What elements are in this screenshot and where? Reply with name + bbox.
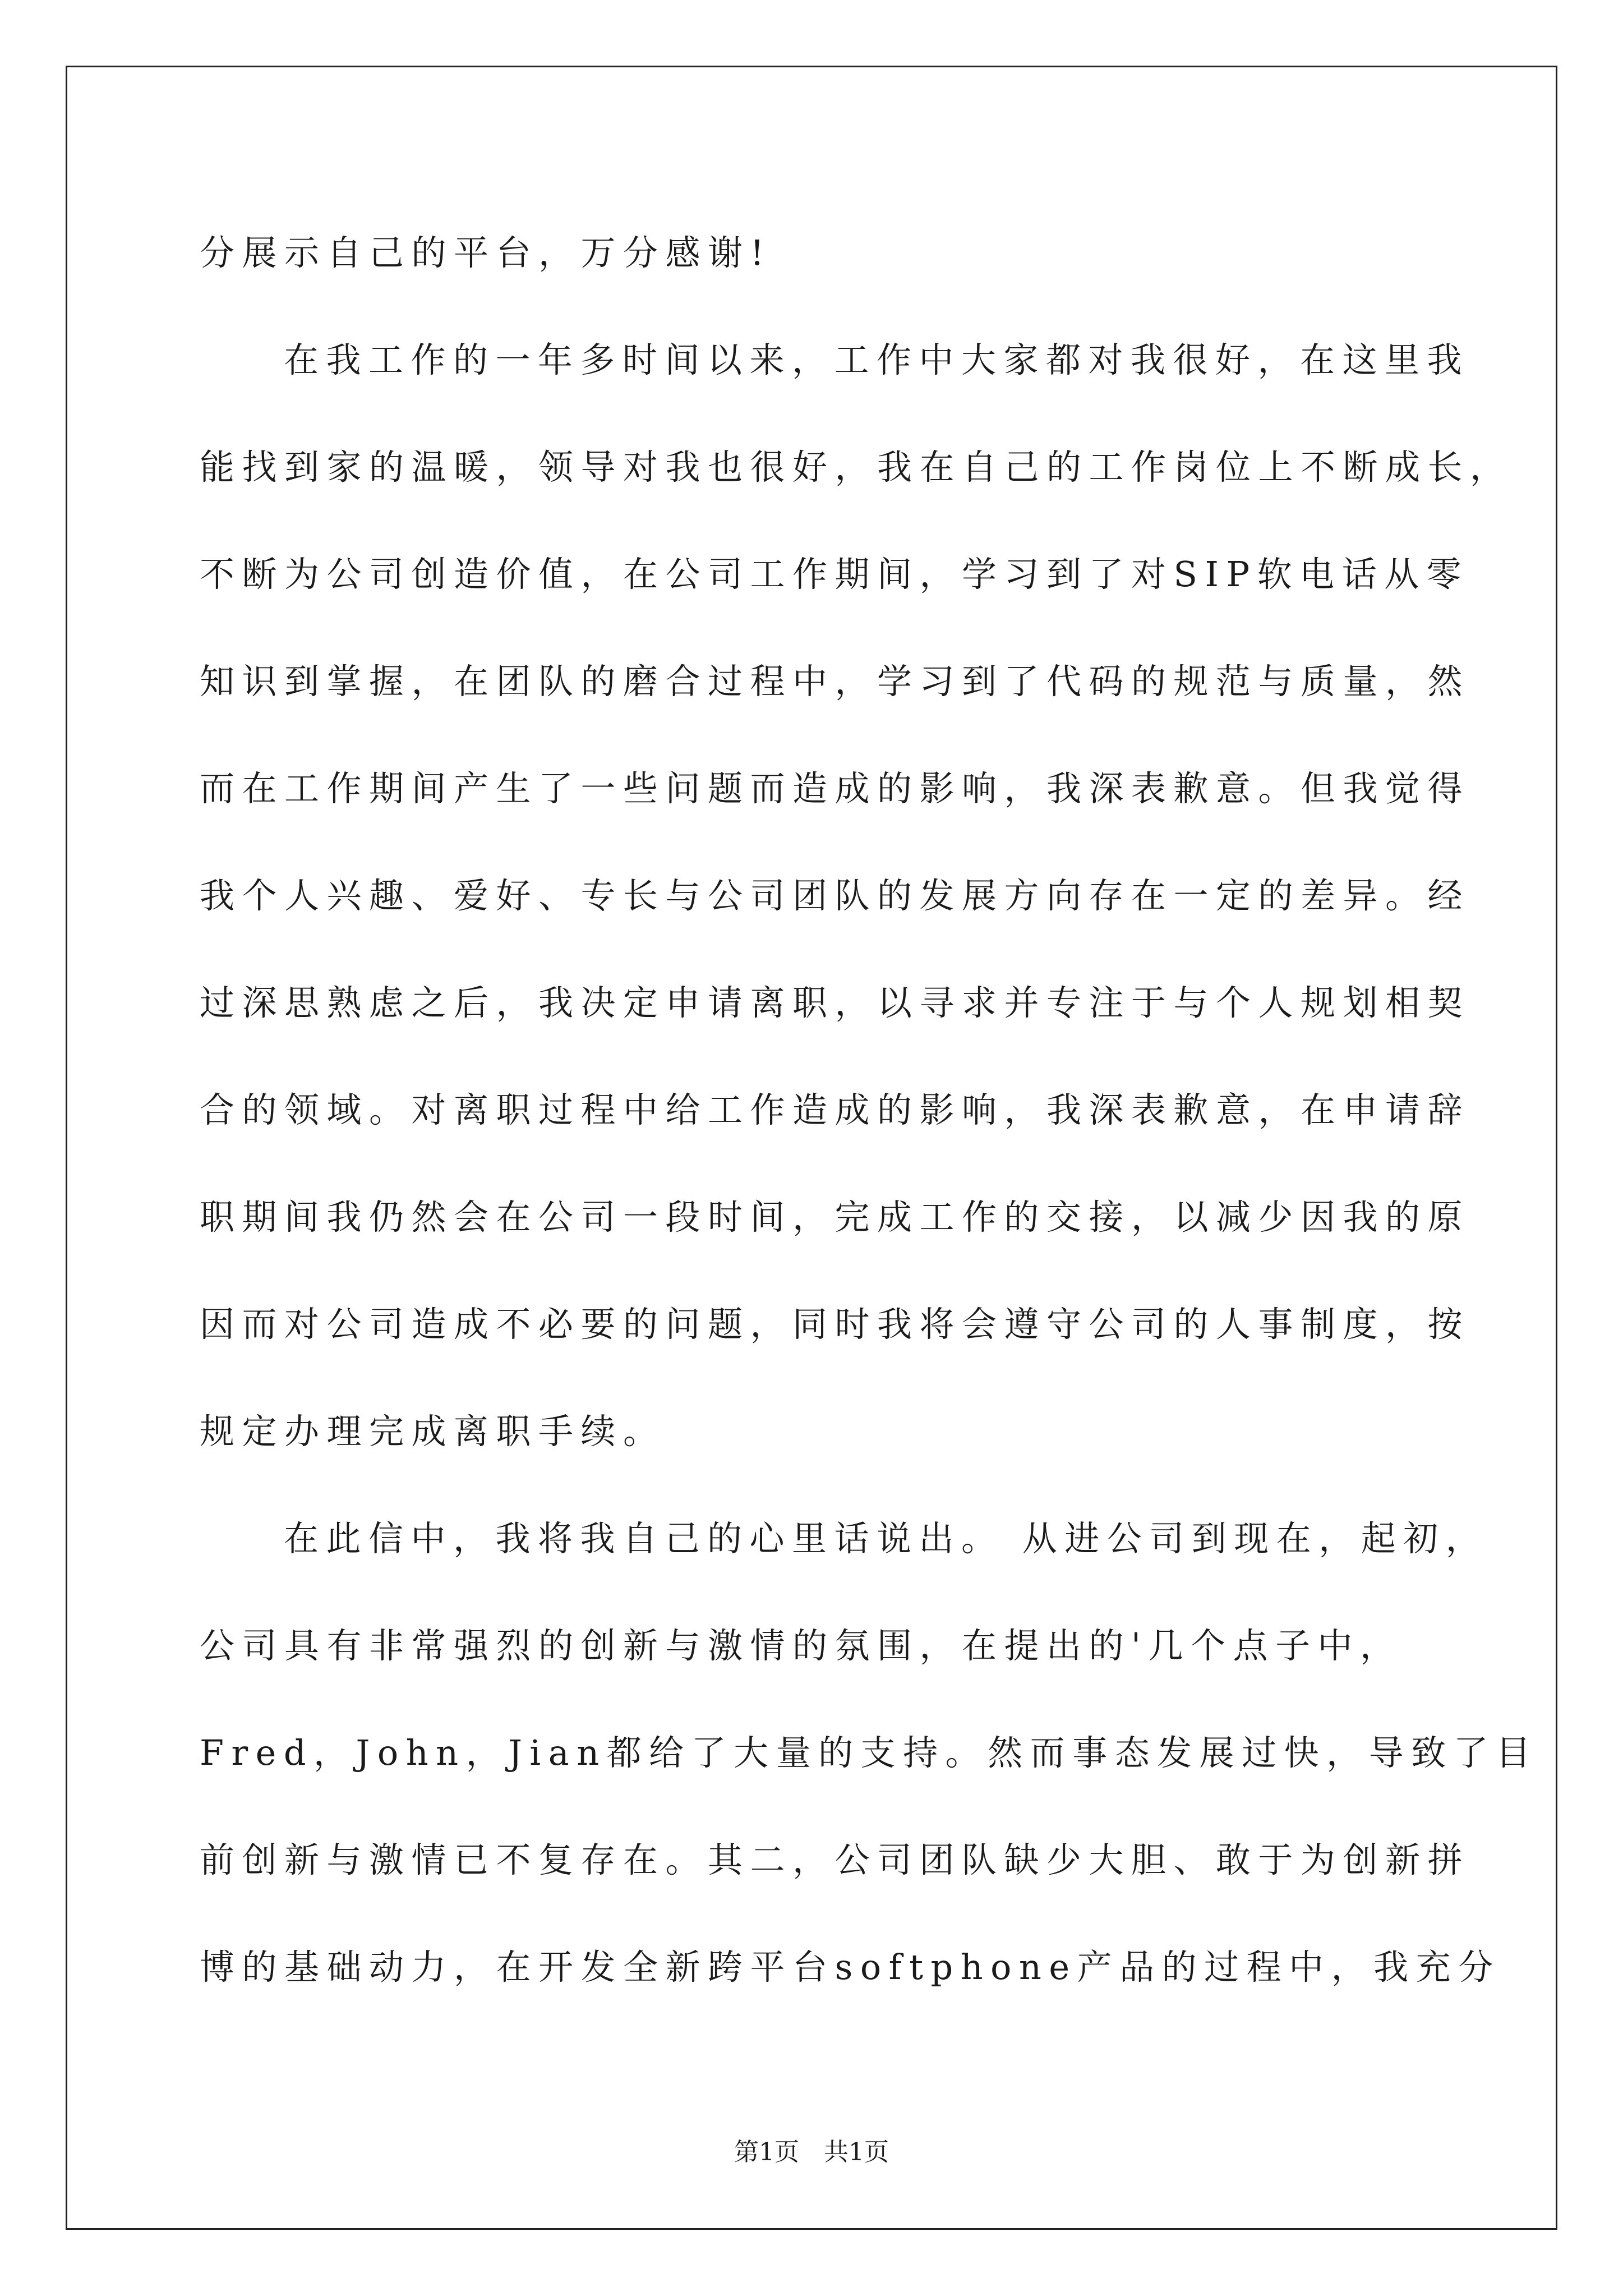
text-line: 职期间我仍然会在公司一段时间，完成工作的交接，以减少因我的原 bbox=[200, 1197, 1470, 1237]
text-line: Fred，John，Jian都给了大量的支持。然而事态发展过快，导致了目 bbox=[200, 1732, 1538, 1773]
text-line: 公司具有非常强烈的创新与激情的氛围，在提出的'几个点子中， bbox=[200, 1625, 1403, 1666]
text-line: 在此信中，我将我自己的心里话说出。 从进公司到现在，起初， bbox=[284, 1518, 1488, 1559]
text-line: 过深思熟虑之后，我决定申请离职，以寻求并专注于与个人规划相契 bbox=[200, 982, 1470, 1023]
text-line: 我个人兴趣、爱好、专长与公司团队的发展方向存在一定的差异。经 bbox=[200, 875, 1470, 916]
text-line: 前创新与激情已不复存在。其二，公司团队缺少大胆、敢于为创新拼 bbox=[200, 1839, 1470, 1880]
text-line: 不断为公司创造价值，在公司工作期间，学习到了对SIP软电话从零 bbox=[200, 554, 1469, 595]
page-footer: 第1页 共1页 bbox=[734, 2138, 889, 2166]
text-line: 在我工作的一年多时间以来，工作中大家都对我很好，在这里我 bbox=[284, 339, 1470, 380]
text-line: 而在工作期间产生了一些问题而造成的影响，我深表歉意。但我觉得 bbox=[200, 768, 1470, 809]
text-line: 合的领域。对离职过程中给工作造成的影响，我深表歉意，在申请辞 bbox=[200, 1089, 1470, 1130]
page-border bbox=[66, 66, 1557, 2230]
text-line: 能找到家的温暖，领导对我也很好，我在自己的工作岗位上不断成长， bbox=[200, 447, 1513, 487]
text-line: 因而对公司造成不必要的问题，同时我将会遵守公司的人事制度，按 bbox=[200, 1304, 1470, 1345]
text-line: 知识到掌握，在团队的磨合过程中，学习到了代码的规范与质量，然 bbox=[200, 661, 1470, 702]
text-line: 规定办理完成离职手续。 bbox=[200, 1411, 666, 1452]
text-line: 分展示自己的平台，万分感谢! bbox=[200, 232, 772, 273]
text-line: 博的基础动力，在开发全新跨平台softphone产品的过程中，我充分 bbox=[200, 1947, 1501, 1987]
